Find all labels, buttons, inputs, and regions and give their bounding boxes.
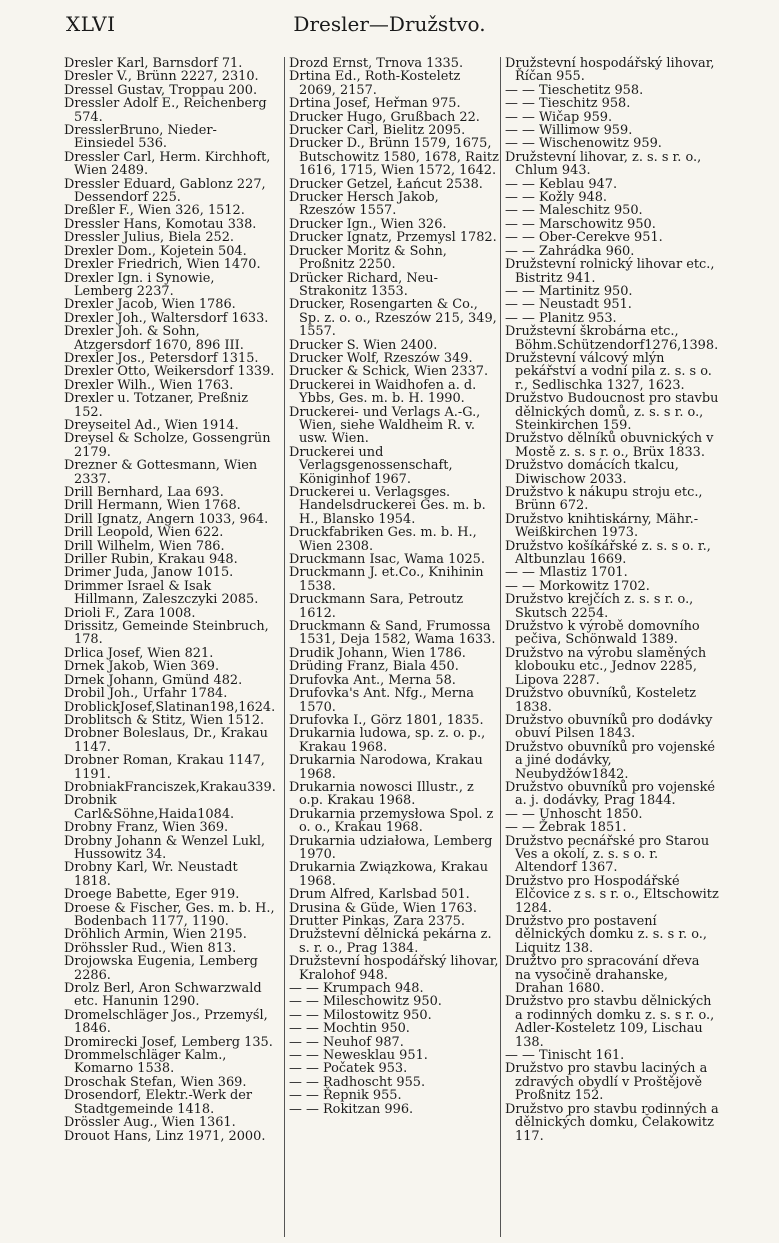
directory-entry: Drucker Ign., Wien 326.: [289, 216, 447, 232]
directory-entry: Drtina Josef, Heřman 975.: [289, 96, 461, 112]
directory-entry: Družstvo obuvníků pro dodávky obuví Pilsen 1843.: [505, 712, 717, 742]
directory-entry: Druckerei u. Verlagsges. Handelsdruckerei Ges. m. b. H., Blansko 1954.: [289, 485, 490, 527]
directory-entry: Dresler Karl, Barnsdorf 71.: [64, 56, 243, 71]
directory-entry: Drill Bernhard, Laa 693.: [64, 485, 224, 500]
directory-entry: Druckerei und Verlagsgenossenschaft, Königinhof 1967.: [289, 444, 457, 487]
directory-entry: Drukarnia udziałowa, Lemberg 1970.: [289, 833, 497, 862]
directory-entry: Drukarnia Narodowa, Krakau 1968.: [289, 753, 487, 782]
directory-entry: Drill Ignatz, Angern 1033, 964.: [64, 511, 269, 527]
directory-entry: Drucker Ignatz, Przemysl 1782.: [289, 230, 497, 246]
column-3: [500, 56, 723, 1237]
directory-entry: — — Martinitz 950.: [505, 283, 633, 299]
directory-entry: Drobner Roman, Krakau 1147, 1191.: [64, 753, 269, 782]
directory-entry: Drössler Aug., Wien 1361.: [64, 1115, 236, 1131]
directory-entry: Druckmann Isac, Wama 1025.: [289, 552, 485, 568]
directory-entry: Družstevní dělnická pekárna z. s. r. o., Prag 1384.: [289, 927, 496, 956]
directory-entry: Družstvo pecnářské pro Starou Ves a okolí, z. s. s o. r. Altendorf 1367.: [505, 833, 714, 876]
directory-entry: Drolz Berl, Aron Schwarzwald etc. Hanunin 1290.: [64, 981, 266, 1010]
directory-entry: Drouot Hans, Linz 1971, 2000.: [64, 1128, 266, 1144]
directory-entry: Drexler Friedrich, Wien 1470.: [64, 257, 261, 273]
directory-entry: Drucker Hersch Jakob, Rzeszów 1557.: [289, 190, 443, 219]
directory-entry: Drozd Ernst, Trnova 1335.: [289, 56, 464, 71]
directory-entry: Dröhssler Rud., Wien 813.: [64, 940, 237, 956]
directory-entry: Drtina Ed., Roth-Kosteletz 2069, 2157.: [289, 69, 465, 98]
directory-entry: Drutter Pinkas, Zara 2375.: [289, 914, 465, 929]
directory-entry: Družstvo knihtiskárny, Mähr.-Weißkirchen 1973.: [505, 511, 699, 541]
directory-entry: — — Krumpach 948.: [289, 981, 424, 997]
directory-entry: Drobny Johann & Wenzel Lukl, Hussowitz 34.: [64, 833, 270, 862]
directory-entry: Druckerei in Waidhofen a. d. Ybbs, Ges. m. b. H. 1990.: [289, 377, 481, 407]
directory-entry: Dressler Eduard, Gablonz 227, Dessendorf 225.: [64, 176, 270, 206]
directory-entry: Drucker Moritz & Sohn, Proßnitz 2250.: [289, 243, 452, 273]
directory-entry: Družstvo pro stavbu dělnických a rodinných domku z. s. s r. o., Adler-Kosteletz 109, Lischau 138.: [505, 994, 719, 1050]
directory-entry: Druckmann & Sand, Frumossa 1531, Deja 1582, Wama 1633.: [289, 619, 496, 648]
directory-entry: Družstvo obuvníků pro vojenské a jiné dodávky, Neubydžów1842.: [505, 739, 720, 782]
directory-entry: Drücker Richard, Neu-Strakonitz 1353.: [289, 270, 438, 299]
directory-entry: Družstvo pro stavbu rodinných a dělnických domku, Čelakowitz 117.: [505, 1101, 723, 1144]
directory-entry: — — Mileschowitz 950.: [289, 994, 442, 1010]
directory-entry: Družstvo obuvníků, Kosteletz 1838.: [505, 686, 701, 715]
directory-entry: Družstvo pro postavení dělnických domku z. s. s r. o., Liquitz 138.: [505, 914, 712, 956]
directory-entry: Drommelschläger Kalm., Komarno 1538.: [64, 1048, 231, 1077]
directory-entry: Družstevní hospodářský lihovar, Kralohof 948.: [289, 954, 503, 983]
directory-entry: Drnek Jakob, Wien 369.: [64, 659, 220, 675]
directory-entry: — — Žebrak 1851.: [505, 820, 627, 836]
directory-entry: Druckmann Sara, Petroutz 1612.: [289, 592, 468, 621]
directory-entry: Drexler Joh. & Sohn, Atzgersdorf 1670, 896 III.: [64, 324, 244, 353]
directory-entry: — — Tieschitz 958.: [505, 96, 631, 112]
directory-entry: Drill Wilhelm, Wien 786.: [64, 538, 225, 554]
directory-entry: Drill Hermann, Wien 1768.: [64, 498, 241, 514]
directory-entry: — — Unhoscht 1850.: [505, 806, 643, 822]
directory-entry: Dreysel & Scholze, Gossengrün 2179.: [64, 431, 275, 460]
directory-entry: Drucker Wolf, Rzeszów 349.: [289, 350, 473, 366]
directory-entry: — — Mochtin 950.: [289, 1021, 410, 1037]
directory-entry: Dresler V., Brünn 2227, 2310.: [64, 69, 259, 85]
directory-entry: Drexler Jacob, Wien 1786.: [64, 297, 236, 313]
directory-entry: Drexler Ign. i Synowie, Lemberg 2237.: [64, 270, 219, 299]
directory-entry: — — Planitz 953.: [505, 310, 617, 326]
directory-entry: — — Wischenowitz 959.: [505, 136, 662, 152]
directory-entry: — — Ober-Cerekve 951.: [505, 230, 663, 246]
directory-entry: Drioli F., Zara 1008.: [64, 605, 196, 621]
directory-entry: Druckerei- und Verlags A.-G., Wien, siehe Waldheim R. v. usw. Wien.: [289, 404, 485, 447]
directory-entry: Družstvo krejčích z. s. s r. o., Skutsch 2254.: [505, 592, 698, 621]
column-2: [284, 56, 503, 1237]
directory-entry: — — Neustadt 951.: [505, 297, 632, 313]
directory-entry: Družstevní rolnický lihovar etc., Bistritz 941.: [505, 257, 719, 286]
page-header: [0, 6, 779, 40]
directory-entry: Droese & Fischer, Ges. m. b. H., Bodenbach 1177, 1190.: [64, 900, 279, 929]
directory-entry: Druckmann J. et.Co., Knihinin 1538.: [289, 565, 488, 594]
directory-entry: Drobner Boleslaus, Dr., Krakau 1147.: [64, 726, 272, 755]
directory-entry: Družstvo pro Hospodářské Elčovice z s. s r. o., Eltschowitz 1284.: [505, 873, 723, 916]
directory-entry: Dreyseitel Ad., Wien 1914.: [64, 417, 239, 433]
directory-entry: — — Radhoscht 955.: [289, 1074, 426, 1090]
directory-entry: — — Zahrádka 960.: [505, 243, 635, 259]
directory-entry: Drukarnia Związkowa, Krakau 1968.: [289, 860, 493, 889]
directory-entry: DrobniakFranciszek,Krakau339.: [64, 779, 276, 795]
directory-entry: — — Morkowitz 1702.: [505, 578, 650, 594]
directory-entry: Drexler Wilh., Wien 1763.: [64, 377, 234, 393]
directory-entry: — — Řepnik 955.: [289, 1088, 402, 1104]
directory-entry: Drosendorf, Elektr.-Werk der Stadtgemeinde 1418.: [64, 1088, 257, 1117]
directory-entry: Drufovka's Ant. Nfg., Merna 1570.: [289, 686, 479, 715]
directory-entry: Drobny Karl, Wr. Neustadt 1818.: [64, 860, 242, 889]
directory-entry: Drukarnia nowosci Illustr., z o.p. Krakau 1968.: [289, 779, 478, 809]
directory-entry: Drüding Franz, Biala 450.: [289, 659, 459, 675]
directory-entry: DresslerBruno, Nieder-Einsiedel 536.: [64, 123, 217, 152]
directory-entry: Družstvo obuvníků pro vojenské a. j. dodávky, Prag 1844.: [505, 779, 720, 809]
directory-entry: — — Tieschetitz 958.: [505, 82, 644, 98]
directory-entry: Drissitz, Gemeinde Steinbruch, 178.: [64, 619, 273, 648]
directory-entry: Drexler Jos., Petersdorf 1315.: [64, 350, 259, 366]
directory-entry: — — Willimow 959.: [505, 123, 633, 139]
directory-entry: Drudik Johann, Wien 1786.: [289, 645, 466, 661]
directory-entry: Drexler u. Totzaner, Preßniz 152.: [64, 391, 253, 420]
directory-entry: Družstvo na výrobu slaměných klobouku etc., Jednov 2285, Lipova 2287.: [505, 645, 711, 688]
directory-entry: Drobil Joh., Urfahr 1784.: [64, 686, 228, 702]
directory-entry: Družstevní válcový mlýn pekářství a vodní pila z. s. s o. r., Sedlischka 1327, 1623.: [505, 350, 716, 393]
directory-entry: Družstvo košíkářské z. s. s o. r., Altbunzlau 1669.: [505, 538, 715, 568]
directory-entry: Drukarnia przemysłowa Spol. z o. o., Krakau 1968.: [289, 806, 498, 836]
directory-entry: Drexler Joh., Waltersdorf 1633.: [64, 310, 269, 326]
directory-entry: Droschak Stefan, Wien 369.: [64, 1074, 247, 1090]
directory-entry: Drufovka I., Görz 1801, 1835.: [289, 712, 484, 728]
directory-entry: Družstvo Budoucnost pro stavbu dělnických domů, z. s. s r. o., Steinkirchen 159.: [505, 391, 723, 433]
directory-entry: — — Marschowitz 950.: [505, 216, 656, 232]
directory-entry: — — Tinischt 161.: [505, 1048, 625, 1064]
column-1: [64, 56, 279, 1237]
directory-entry: — — Keblau 947.: [505, 176, 618, 192]
directory-entry: Droblitsch & Stitz, Wien 1512.: [64, 712, 265, 728]
directory-entry: Dromelschläger Jos., Przemyśl, 1846.: [64, 1007, 272, 1037]
directory-entry: Drucker Hugo, Grußbach 22.: [289, 109, 480, 125]
directory-entry: — — Rokitzan 996.: [289, 1101, 414, 1117]
directory-entry: Dressler Carl, Herm. Kirchhoft, Wien 2489.: [64, 149, 275, 179]
directory-entry: Družstvo k nákupu stroju etc., Brünn 672.: [505, 485, 707, 514]
directory-entry: Drill Leopold, Wien 622.: [64, 525, 224, 541]
directory-entry: Drexler Dom., Kojetein 504.: [64, 243, 247, 259]
directory-entry: Družstvo k výrobě domovního pečiva, Schönwald 1389.: [505, 619, 704, 648]
directory-entry: DroblickJosef,Slatinan198,1624.: [64, 699, 276, 715]
directory-entry: Drucker, Rosengarten & Co., Sp. z. o. o., Rzeszów 215, 349, 1557.: [289, 297, 501, 340]
directory-entry: Drucker D., Brünn 1579, 1675, Butschowitz 1580, 1678, Raitz 1616, 1715, Wien 1572, 1642.: [289, 136, 503, 179]
directory-entry: Drufovka Ant., Merna 58.: [289, 672, 456, 688]
directory-entry: — — Milostowitz 950.: [289, 1007, 432, 1023]
directory-entry: Drobny Franz, Wien 369.: [64, 820, 229, 836]
directory-entry: Drimer Juda, Janow 1015.: [64, 565, 234, 581]
directory-entry: Drnek Johann, Gmünd 482.: [64, 672, 243, 688]
directory-entry: — — Newesklau 951.: [289, 1048, 428, 1064]
directory-entry: Dressler Hans, Komotau 338.: [64, 216, 257, 232]
directory-entry: Drojowska Eugenia, Lemberg 2286.: [64, 954, 262, 983]
directory-entry: Droege Babette, Eger 919.: [64, 887, 240, 903]
directory-entry: Drucker & Schick, Wien 2337.: [289, 364, 489, 380]
directory-entry: — — Počatek 953.: [289, 1061, 408, 1077]
directory-entry: Drexler Otto, Weikersdorf 1339.: [64, 364, 275, 380]
directory-entry: Drobnik Carl&Söhne,Haida1084.: [64, 793, 235, 822]
directory-entry: Drucker Getzel, Łańcut 2538.: [289, 176, 483, 192]
directory-entry: Driller Rubin, Krakau 948.: [64, 552, 238, 568]
directory-entry: Drezner & Gottesmann, Wien 2337.: [64, 458, 262, 487]
directory-entry: Dröhlich Armin, Wien 2195.: [64, 927, 247, 943]
directory-entry: Drusina & Güde, Wien 1763.: [289, 900, 477, 916]
directory-entry: Drucker Carl, Bielitz 2095.: [289, 123, 466, 139]
directory-entry: Dromirecki Josef, Lemberg 135.: [64, 1034, 273, 1050]
directory-entry: Družtvo pro spracování dřeva na vysočině drahanske, Drahan 1680.: [505, 954, 704, 997]
directory-entry: Drimmer Israel & Isak Hillmann, Zaleszczyki 2085.: [64, 578, 259, 608]
directory-entry: Drukarnia ludowa, sp. z. o. p., Krakau 1968.: [289, 726, 490, 755]
directory-entry: Dressel Gustav, Troppau 200.: [64, 82, 258, 98]
directory-entry: Dreßler F., Wien 326, 1512.: [64, 203, 245, 219]
directory-entry: Družstvo pro stavbu laciných a zdravých obydlí v Proštějově Proßnitz 152.: [505, 1061, 712, 1104]
directory-entry: Dressler Julius, Biela 252.: [64, 230, 235, 246]
directory-entry: Druckfabriken Ges. m. b. H., Wien 2308.: [289, 525, 481, 554]
directory-entry: — — Wičap 959.: [505, 109, 613, 125]
directory-entry: — — Maleschitz 950.: [505, 203, 643, 219]
page-title: Dresler—Družstvo.: [293, 12, 486, 36]
directory-entry: Družstvo dělníků obuvnických v Mostě z. s. s r. o., Brüx 1833.: [505, 431, 718, 460]
directory-entry: — — Neuhof 987.: [289, 1034, 404, 1050]
directory-entry: — — Kožly 948.: [505, 190, 608, 206]
directory-entry: Dressler Adolf E., Reichenberg 574.: [64, 96, 271, 125]
directory-entry: Družstevní škrobárna etc., Böhm.Schützendorf1276,1398.: [505, 324, 719, 353]
directory-entry: Drucker S. Wien 2400.: [289, 337, 438, 353]
directory-entry: Drlica Josef, Wien 821.: [64, 645, 214, 661]
directory-entry: — — Mlastiz 1701.: [505, 565, 628, 581]
page-number: XLVI: [66, 12, 116, 36]
directory-entry: Družstevní lihovar, z. s. s r. o., Chlum 943.: [505, 149, 706, 179]
directory-entry: Drum Alfred, Karlsbad 501.: [289, 887, 470, 903]
directory-entry: Družstevní hospodářský lihovar, Říčan 955.: [505, 56, 719, 85]
directory-entry: Družstvo domácích tkalcu, Diwischow 2033.: [505, 458, 683, 487]
